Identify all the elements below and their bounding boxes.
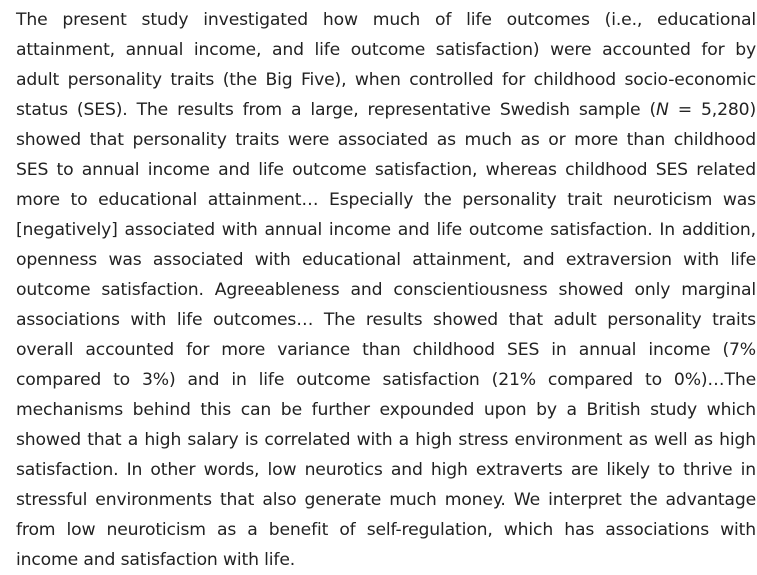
text-line-4-start: status (SES). The results from a large, representative Swedish sample ( <box>16 100 657 120</box>
text-line-16: satisfaction. In other words, low neurotics and high extraverts are likely to thrive in <box>16 460 756 480</box>
text-line-11: associations with life outcomes… The results showed that adult personality traits <box>16 310 756 330</box>
text-line-4 <box>16 95 756 125</box>
text-line-7: more to educational attainment… Especially the personality trait neuroticism was <box>16 190 756 210</box>
text-line-14: mechanisms behind this can be further expounded upon by a British study which <box>16 400 756 420</box>
text-line-19: income and satisfaction with life. <box>16 550 296 570</box>
text-line-17: stressful environments that also generate much money. We interpret the advantage <box>16 490 756 510</box>
text-line-2: attainment, annual income, and life outcome satisfaction) were accounted for by <box>16 40 756 60</box>
text-line-1: The present study investigated how much of life outcomes (i.e., educational <box>16 10 756 30</box>
text-line-12: overall accounted for more variance than childhood SES in annual income (7% <box>16 340 756 360</box>
document-paragraph <box>16 5 756 575</box>
text-line-15: showed that a high salary is correlated with a high stress environment as well as high <box>16 430 756 450</box>
sample-size-value: = 5,280) <box>668 100 757 120</box>
text-line-5: showed that personality traits were associated as much as or more than childhood <box>16 130 756 150</box>
text-line-6: SES to annual income and life outcome satisfaction, whereas childhood SES related <box>16 160 756 180</box>
text-line-8: [negatively] associated with annual income and life outcome satisfaction. In addition, <box>16 220 756 240</box>
text-line-3: adult personality traits (the Big Five), when controlled for childhood socio-economic <box>16 70 756 90</box>
text-line-10: outcome satisfaction. Agreeableness and conscientiousness showed only marginal <box>16 280 756 300</box>
sample-size-symbol: N <box>656 100 669 120</box>
text-line-13: compared to 3%) and in life outcome satisfaction (21% compared to 0%)…The <box>16 370 756 390</box>
text-line-18: from low neuroticism as a benefit of self-regulation, which has associations with <box>16 520 756 540</box>
text-line-9: openness was associated with educational attainment, and extraversion with life <box>16 250 756 270</box>
